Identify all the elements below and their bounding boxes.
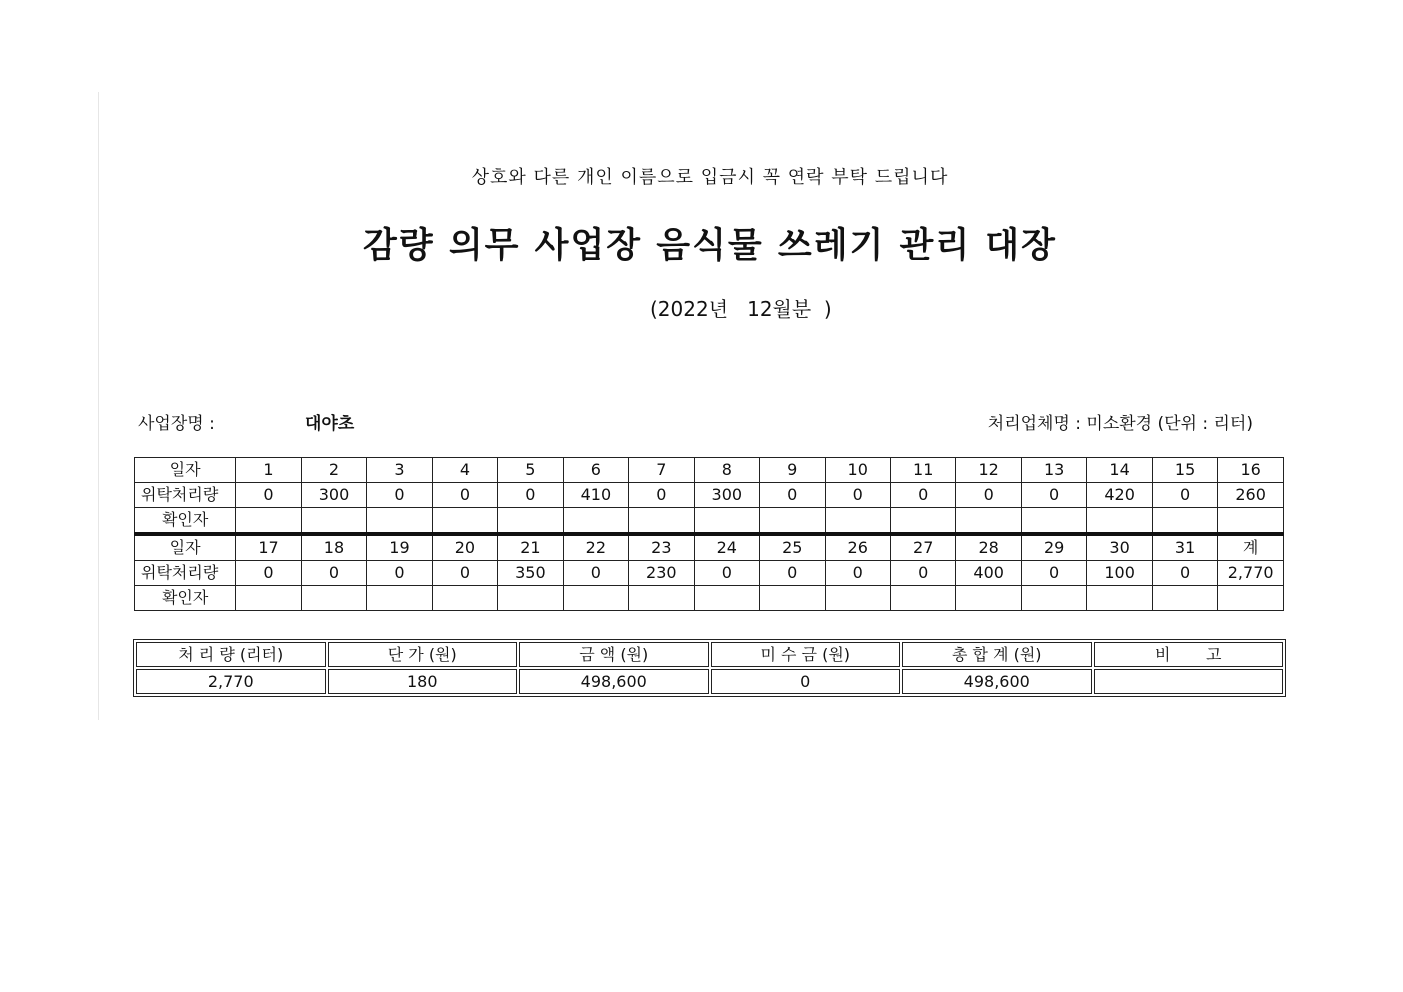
amount-cell: 400 — [956, 561, 1021, 586]
date-cell: 26 — [825, 534, 890, 561]
checker-cell[interactable] — [367, 508, 432, 535]
date-cell: 19 — [367, 534, 432, 561]
amount-cell: 300 — [301, 483, 366, 508]
amount-cell: 0 — [890, 483, 955, 508]
amount-cell: 0 — [629, 483, 694, 508]
amount-cell: 0 — [825, 483, 890, 508]
summary-value-cell: 498,600 — [902, 669, 1092, 694]
checker-cell[interactable] — [1152, 508, 1217, 535]
checker-cell[interactable] — [1087, 508, 1152, 535]
amount-cell: 0 — [367, 483, 432, 508]
business-name-value: 대야초 — [305, 414, 355, 434]
summary-header-cell: 금 액 (원) — [519, 642, 709, 667]
amount-cell: 0 — [1152, 483, 1217, 508]
vendor-info: 처리업체명 : 미소환경 (단위 : 리터) — [987, 414, 1253, 434]
summary-header-cell: 단 가 (원) — [328, 642, 518, 667]
amount-cell: 230 — [629, 561, 694, 586]
checker-cell[interactable] — [1021, 586, 1086, 611]
summary-header-row — [136, 642, 1283, 667]
date-cell: 4 — [432, 458, 497, 483]
date-cell: 16 — [1218, 458, 1284, 483]
checker-cell[interactable] — [563, 586, 628, 611]
date-cell: 24 — [694, 534, 759, 561]
first-half-checker-row — [135, 508, 1284, 535]
date-cell: 25 — [760, 534, 825, 561]
checker-cell[interactable] — [1152, 586, 1217, 611]
amount-cell: 0 — [1021, 483, 1086, 508]
summary-header-cell: 총 합 계 (원) — [902, 642, 1092, 667]
amount-cell: 0 — [236, 483, 301, 508]
checker-cell[interactable] — [1218, 586, 1284, 611]
checker-cell[interactable] — [301, 508, 366, 535]
row-label: 확인자 — [135, 508, 236, 535]
summary-value-row — [136, 669, 1283, 694]
amount-cell: 0 — [760, 561, 825, 586]
summary-value-cell: 180 — [328, 669, 518, 694]
date-cell: 27 — [890, 534, 955, 561]
date-cell: 10 — [825, 458, 890, 483]
row-label: 확인자 — [135, 586, 236, 611]
date-cell: 6 — [563, 458, 628, 483]
date-cell: 15 — [1152, 458, 1217, 483]
summary-header-cell: 처 리 량 (리터) — [136, 642, 326, 667]
checker-cell[interactable] — [1021, 508, 1086, 535]
amount-cell: 0 — [432, 561, 497, 586]
amount-cell: 420 — [1087, 483, 1152, 508]
date-cell: 23 — [629, 534, 694, 561]
checker-cell[interactable] — [760, 508, 825, 535]
date-cell: 7 — [629, 458, 694, 483]
amount-cell: 0 — [1152, 561, 1217, 586]
checker-cell[interactable] — [1218, 508, 1284, 535]
checker-cell[interactable] — [825, 508, 890, 535]
date-cell: 2 — [301, 458, 366, 483]
date-cell: 9 — [760, 458, 825, 483]
date-cell: 18 — [301, 534, 366, 561]
amount-cell: 350 — [498, 561, 563, 586]
second-half-amount-row — [135, 561, 1284, 586]
checker-cell[interactable] — [629, 508, 694, 535]
amount-cell: 0 — [694, 561, 759, 586]
checker-cell[interactable] — [694, 508, 759, 535]
row-label: 일자 — [135, 458, 236, 483]
amount-cell: 300 — [694, 483, 759, 508]
checker-cell[interactable] — [890, 586, 955, 611]
checker-cell[interactable] — [236, 508, 301, 535]
amount-cell: 2,770 — [1218, 561, 1284, 586]
date-cell: 11 — [890, 458, 955, 483]
second-half-date-row — [135, 534, 1284, 561]
date-cell: 8 — [694, 458, 759, 483]
row-label: 위탁처리량 — [135, 483, 236, 508]
checker-cell[interactable] — [432, 508, 497, 535]
daily-disposal-table — [134, 457, 1284, 611]
amount-cell: 0 — [890, 561, 955, 586]
checker-cell[interactable] — [367, 586, 432, 611]
date-cell: 30 — [1087, 534, 1152, 561]
row-label: 위탁처리량 — [135, 561, 236, 586]
checker-cell[interactable] — [890, 508, 955, 535]
checker-cell[interactable] — [825, 586, 890, 611]
date-cell: 5 — [498, 458, 563, 483]
amount-cell: 0 — [432, 483, 497, 508]
checker-cell[interactable] — [956, 586, 1021, 611]
amount-cell: 0 — [236, 561, 301, 586]
summary-table — [133, 639, 1286, 697]
amount-cell: 0 — [563, 561, 628, 586]
checker-cell[interactable] — [563, 508, 628, 535]
date-cell: 계 — [1218, 534, 1284, 561]
date-cell: 28 — [956, 534, 1021, 561]
summary-header-cell: 비 고 — [1094, 642, 1284, 667]
date-cell: 22 — [563, 534, 628, 561]
business-name-label: 사업장명 : — [138, 414, 215, 434]
summary-value-cell — [1094, 669, 1284, 694]
date-cell: 3 — [367, 458, 432, 483]
date-cell: 14 — [1087, 458, 1152, 483]
date-cell: 29 — [1021, 534, 1086, 561]
amount-cell: 0 — [367, 561, 432, 586]
amount-cell: 0 — [1021, 561, 1086, 586]
amount-cell: 260 — [1218, 483, 1284, 508]
row-label: 일자 — [135, 534, 236, 561]
checker-cell[interactable] — [629, 586, 694, 611]
amount-cell: 0 — [760, 483, 825, 508]
summary-value-cell: 2,770 — [136, 669, 326, 694]
amount-cell: 0 — [825, 561, 890, 586]
checker-cell[interactable] — [956, 508, 1021, 535]
date-cell: 21 — [498, 534, 563, 561]
first-half-amount-row — [135, 483, 1284, 508]
checker-cell[interactable] — [432, 586, 497, 611]
amount-cell: 100 — [1087, 561, 1152, 586]
amount-cell: 0 — [301, 561, 366, 586]
checker-cell[interactable] — [694, 586, 759, 611]
deposit-notice: 상호와 다른 개인 이름으로 입금시 꼭 연락 부탁 드립니다 — [471, 167, 949, 188]
checker-cell[interactable] — [236, 586, 301, 611]
checker-cell[interactable] — [1087, 586, 1152, 611]
amount-cell: 0 — [956, 483, 1021, 508]
date-cell: 17 — [236, 534, 301, 561]
second-half-checker-row — [135, 586, 1284, 611]
page-title: 감량 의무 사업장 음식물 쓰레기 관리 대장 — [363, 226, 1057, 266]
summary-value-cell: 498,600 — [519, 669, 709, 694]
summary-header-cell: 미 수 금 (원) — [711, 642, 901, 667]
checker-cell[interactable] — [760, 586, 825, 611]
date-cell: 1 — [236, 458, 301, 483]
amount-cell: 0 — [498, 483, 563, 508]
date-cell: 13 — [1021, 458, 1086, 483]
date-cell: 20 — [432, 534, 497, 561]
period-label: (2022년 12월분 ) — [650, 297, 832, 321]
amount-cell: 410 — [563, 483, 628, 508]
first-half-date-row — [135, 458, 1284, 483]
checker-cell[interactable] — [301, 586, 366, 611]
summary-value-cell: 0 — [711, 669, 901, 694]
checker-cell[interactable] — [498, 508, 563, 535]
checker-cell[interactable] — [498, 586, 563, 611]
date-cell: 31 — [1152, 534, 1217, 561]
date-cell: 12 — [956, 458, 1021, 483]
